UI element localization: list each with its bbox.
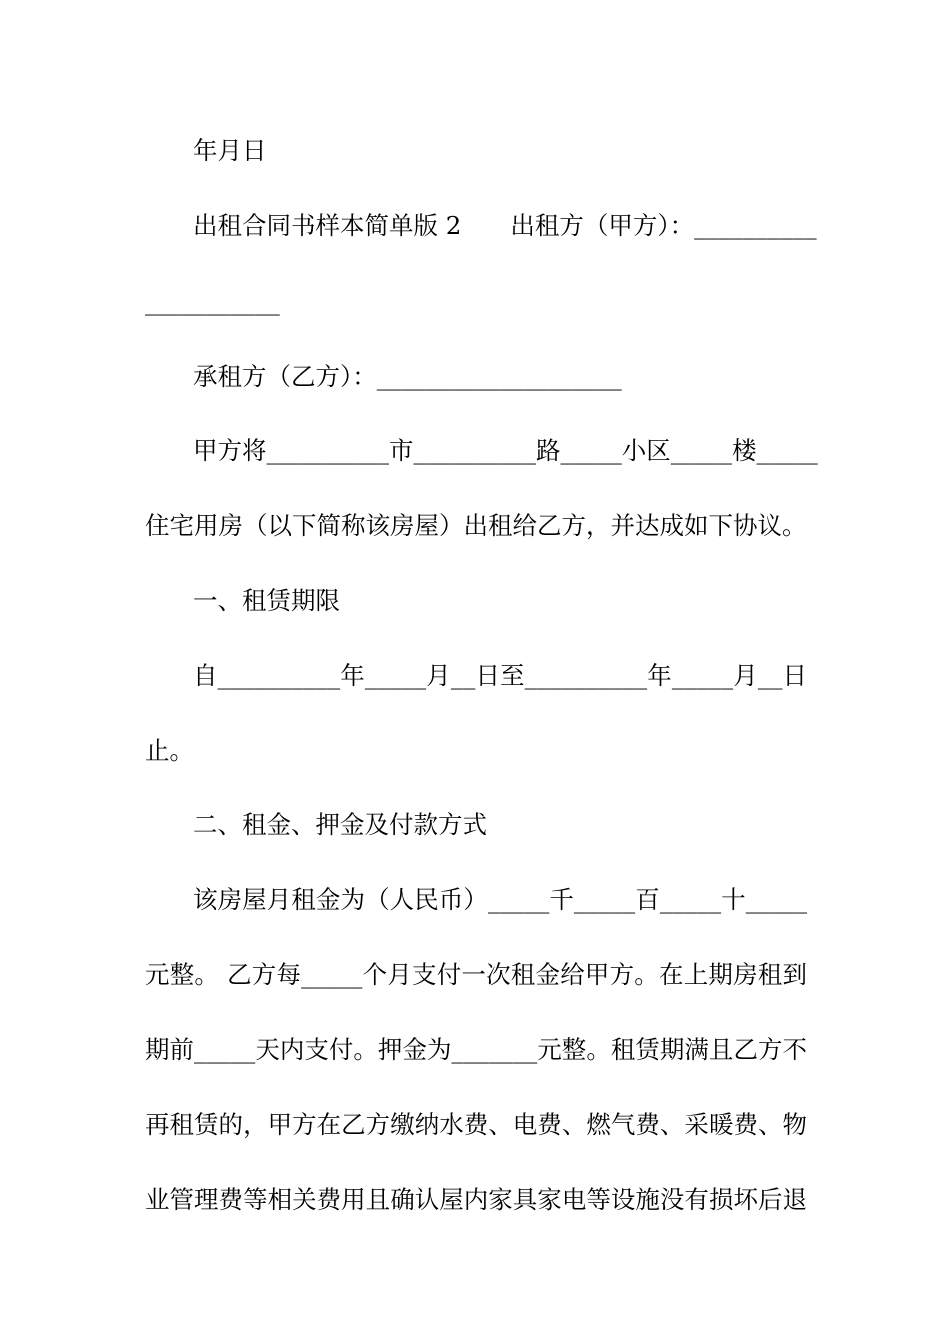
refund-line — [145, 1185, 807, 1215]
lessee-text: 承租方（乙方）：____________________ — [193, 362, 622, 391]
term-end-text: 止。 — [145, 736, 194, 765]
term-dates-text: 自__________年_____月__日至__________年_____月__日 — [193, 661, 807, 690]
deposit-line — [145, 1035, 807, 1065]
title-text: 出租合同书样本简单版 2 出租方（甲方）：__________ — [193, 211, 817, 240]
rent-amount-line — [193, 885, 807, 915]
fees-line — [145, 1110, 807, 1140]
section-heading-term — [193, 586, 807, 616]
lessor-blank-line — [145, 287, 807, 317]
fees-text: 再租赁的，甲方在乙方缴纳水费、电费、燃气费、采暖费、物 — [145, 1110, 807, 1139]
section-rent-text: 二、租金、押金及付款方式 — [193, 810, 487, 839]
section-heading-rent — [193, 810, 807, 840]
date-line — [193, 136, 807, 166]
rent-payment-text: 元整。 乙方每_____个月支付一次租金给甲方。在上期房租到 — [145, 960, 807, 989]
term-end-line — [145, 736, 807, 766]
date-text: 年月日 — [193, 136, 267, 165]
property-address-line — [193, 436, 818, 466]
deposit-text: 期前_____天内支付。押金为_______元整。租赁期满且乙方不 — [145, 1035, 807, 1064]
title-lessor-line — [193, 211, 817, 241]
lessor-blank: ___________ — [145, 287, 280, 316]
rent-payment-line — [145, 960, 807, 990]
property-description-line — [145, 511, 807, 541]
term-dates-line — [193, 661, 807, 691]
refund-text: 业管理费等相关费用且确认屋内家具家电等设施没有损坏后退 — [145, 1185, 807, 1214]
property-description-text: 住宅用房（以下简称该房屋）出租给乙方，并达成如下协议。 — [145, 511, 807, 540]
section-term-text: 一、租赁期限 — [193, 586, 340, 615]
property-address-text: 甲方将__________市__________路_____小区_____楼_____ — [193, 436, 818, 465]
lessee-line — [193, 362, 807, 392]
rent-amount-text: 该房屋月租金为（人民币）_____千_____百_____十_____ — [193, 885, 807, 914]
